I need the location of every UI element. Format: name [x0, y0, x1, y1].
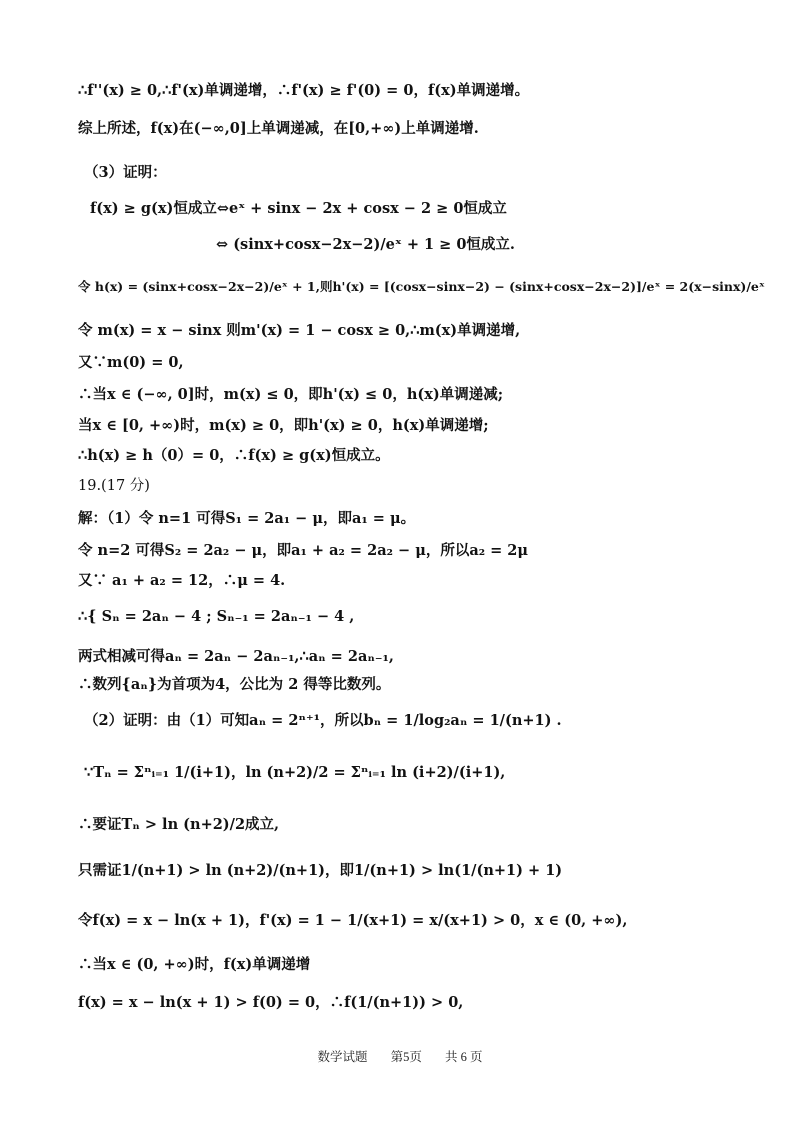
- page-footer: [0, 1047, 800, 1065]
- text-line: 令 n=2 可得S₂ = 2a₂ − μ，即a₁ + a₂ = 2a₂ − μ，所以a₂ = 2μ: [78, 542, 529, 559]
- system-of-equations: ∴{ Sₙ = 2aₙ − 4 ; Sₙ₋₁ = 2aₙ₋₁ − 4 ,: [78, 608, 355, 625]
- footer-subject: 数学试题: [317, 1050, 368, 1064]
- text-line: ∵Tₙ = Σⁿᵢ₌₁ 1/(i+1)，ln (n+2)/2 = Σⁿᵢ₌₁ ln (i+2)/(i+1),: [84, 764, 506, 781]
- text-line: 综上所述，f(x)在(−∞,0]上单调递减，在[0,+∞)上单调递增.: [78, 120, 479, 137]
- text-line: f(x) = x − ln(x + 1) > f(0) = 0，∴f(1/(n+1)) > 0,: [78, 994, 464, 1011]
- text-line: 两式相减可得aₙ = 2aₙ − 2aₙ₋₁,∴aₙ = 2aₙ₋₁,: [78, 648, 394, 665]
- text-line: ∴h(x) ≥ h（0）= 0，∴f(x) ≥ g(x)恒成立。: [78, 447, 390, 464]
- text-line: 令f(x) = x − ln(x + 1)，f'(x) = 1 − 1/(x+1) = x/(x+1) > 0，x ∈ (0, +∞),: [78, 912, 628, 929]
- text-line: 又∵m(0) = 0,: [78, 354, 184, 371]
- text-line: 当x ∈ [0, +∞)时，m(x) ≥ 0，即h'(x) ≥ 0，h(x)单调递增;: [78, 417, 489, 434]
- text-line: ∴f''(x) ≥ 0,∴f'(x)单调递增，∴f'(x) ≥ f'(0) = 0，f(x)单调递增。: [78, 82, 530, 99]
- text-line: 令 h(x) = (sinx+cosx−2x−2)/eˣ + 1,则h'(x) = [(cosx−sinx−2) − (sinx+cosx−2x−2)]/eˣ = 2(x−sinx)/eˣ: [78, 279, 765, 294]
- text-line: ∴要证Tₙ > ln (n+2)/2成立,: [78, 816, 280, 833]
- text-line: 解：（1）令 n=1 可得S₁ = 2a₁ − μ，即a₁ = μ。: [78, 510, 416, 527]
- text-line: ∴当x ∈ (0, +∞)时，f(x)单调递增: [78, 956, 311, 973]
- text-line: ∴数列{aₙ}为首项为4，公比为 2 得等比数列。: [78, 676, 391, 693]
- question-number: 19.(17 分): [78, 478, 150, 494]
- section-heading: （2）证明：由（1）可知aₙ = 2ⁿ⁺¹，所以bₙ = 1/log₂aₙ = 1/(n+1) .: [84, 712, 562, 729]
- section-heading: （3）证明：: [84, 164, 167, 181]
- text-line: 又∵ a₁ + a₂ = 12，∴μ = 4.: [78, 572, 286, 589]
- footer-total-pages: 共 6 页: [445, 1050, 483, 1064]
- text-line: f(x) ≥ g(x)恒成立⇔eˣ + sinx − 2x + cosx − 2 ≥ 0恒成立: [90, 200, 507, 217]
- text-line: ∴当x ∈ (−∞, 0]时，m(x) ≤ 0，即h'(x) ≤ 0，h(x)单调递减;: [78, 386, 504, 403]
- text-line: ⇔ (sinx+cosx−2x−2)/eˣ + 1 ≥ 0恒成立.: [216, 236, 515, 253]
- text-line: 只需证1/(n+1) > ln (n+2)/(n+1)，即1/(n+1) > ln(1/(n+1) + 1): [78, 862, 563, 879]
- footer-page-number: 第5页: [390, 1050, 422, 1064]
- text-line: 令 m(x) = x − sinx 则m'(x) = 1 − cosx ≥ 0,∴m(x)单调递增,: [78, 322, 521, 339]
